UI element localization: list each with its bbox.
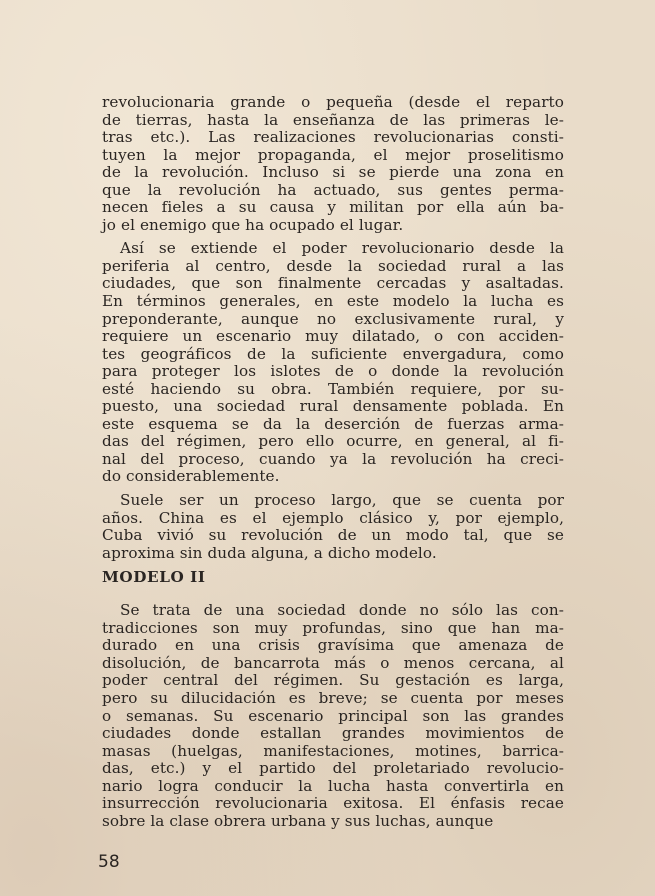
text-line: En términos generales, en este modelo la lucha es	[102, 292, 564, 311]
text-line: das del régimen, pero ello ocurre, en general, al fi-	[102, 432, 564, 451]
text-line: poder central del régimen. Su gestación es larga,	[102, 671, 564, 690]
paragraph	[102, 240, 564, 486]
text-line: tradicciones son muy profundas, sino que han ma-	[102, 618, 564, 637]
text-line: Así se extiende el poder revolucionario desde la	[120, 239, 564, 258]
paragraph	[102, 94, 564, 234]
text-line: aproxima sin duda alguna, a dicho modelo.	[102, 543, 437, 562]
text-line: Cuba vivió su revolución de un modo tal, que se	[102, 526, 564, 545]
text-line: tras etc.). Las realizaciones revolucionarias consti-	[102, 128, 564, 147]
text-line: preponderante, aunque no exclusivamente rural, y	[102, 309, 564, 328]
text-line: de tierras, hasta la enseñanza de las primeras le-	[102, 110, 564, 129]
text-line: masas (huelgas, manifestaciones, motines, barrica-	[102, 741, 564, 760]
text-line: puesto, una sociedad rural densamente poblada. En	[102, 397, 564, 416]
text-line: jo el enemigo que ha ocupado el lugar.	[102, 215, 404, 234]
text-line: años. China es el ejemplo clásico y, por ejemplo,	[102, 508, 564, 527]
text-line: nario logra conducir la lucha hasta convertirla en	[102, 776, 564, 795]
text-line: sobre la clase obrera urbana y sus luchas, aunque	[102, 811, 494, 830]
text-line: nal del proceso, cuando ya la revolución ha creci-	[102, 449, 564, 468]
text-line: Se trata de una sociedad donde no sólo las con-	[120, 601, 564, 620]
text-line: tuyen la mejor propaganda, el mejor proselitismo	[102, 145, 564, 164]
text-line: disolución, de bancarrota más o menos cercana, al	[102, 653, 564, 672]
text-line: necen fieles a su causa y militan por ella aún ba-	[102, 198, 564, 217]
text-line: tes geográficos de la suficiente envergadura, como	[102, 344, 564, 363]
paragraph	[102, 602, 564, 830]
text-line: durado en una crisis gravísima que amenaza de	[102, 636, 564, 655]
text-line: Suele ser un proceso largo, que se cuenta por	[120, 491, 564, 510]
page-body	[102, 94, 564, 836]
text-line: revolucionaria grande o pequeña (desde el reparto	[102, 93, 564, 111]
text-line: insurrección revolucionaria exitosa. El énfasis recae	[102, 794, 564, 813]
paragraph	[102, 492, 564, 562]
section-heading: MODELO II	[102, 568, 206, 587]
text-line: para proteger los islotes de o donde la revolución	[102, 362, 564, 381]
text-line: que la revolución ha actuado, sus gentes perma-	[102, 180, 564, 199]
text-line: requiere un escenario muy dilatado, o con acciden-	[102, 327, 564, 346]
page-number: 58	[98, 852, 120, 872]
text-line: esté haciendo su obra. También requiere, por su-	[102, 379, 564, 398]
text-line: o semanas. Su escenario principal son las grandes	[102, 706, 564, 725]
text-line: das, etc.) y el partido del proletariado revolucio-	[102, 759, 564, 778]
text-line: de la revolución. Incluso si se pierde una zona en	[102, 163, 564, 182]
text-line: ciudades, que son finalmente cercadas y asaltadas.	[102, 274, 564, 293]
text-before-heading	[102, 94, 564, 562]
text-line: este esquema se da la deserción de fuerzas arma-	[102, 414, 564, 433]
text-line: ciudades donde estallan grandes movimientos de	[102, 724, 564, 743]
text-line: do considerablemente.	[102, 467, 280, 486]
text-line: periferia al centro, desde la sociedad rural a las	[102, 256, 564, 275]
text-after-heading	[102, 602, 564, 830]
text-line: pero su dilucidación es breve; se cuenta por meses	[102, 688, 564, 707]
